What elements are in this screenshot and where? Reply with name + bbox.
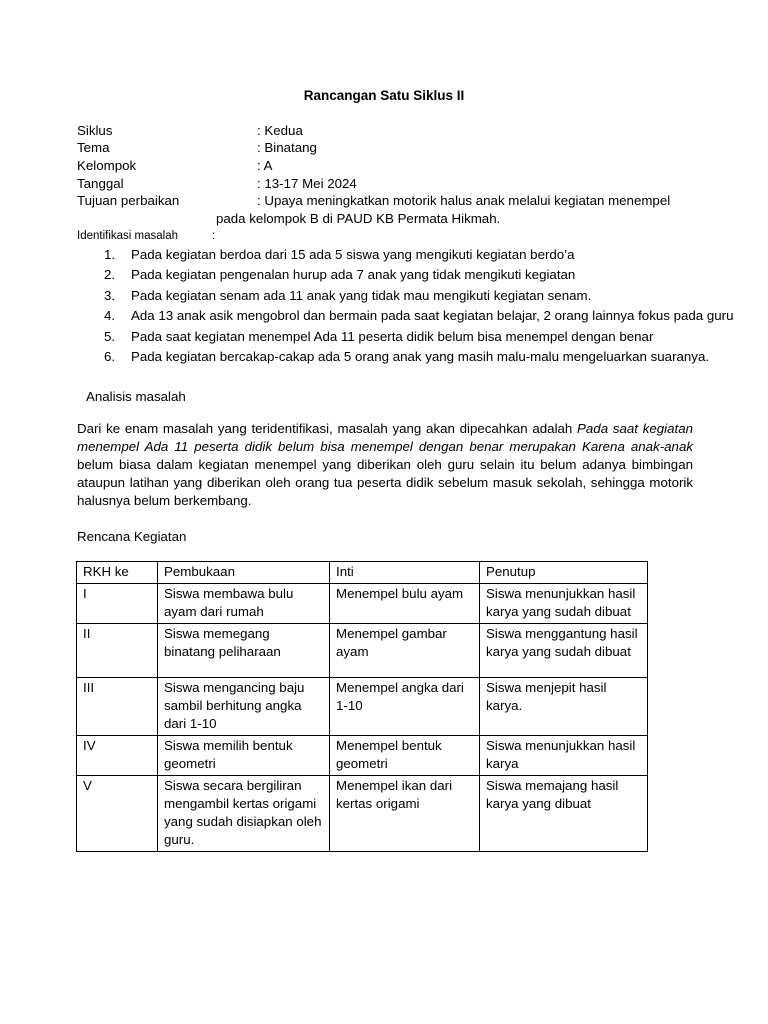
table-row xyxy=(77,736,648,776)
table-row xyxy=(77,584,648,624)
list-number: 3. xyxy=(104,287,116,303)
identifikasi-colon: : xyxy=(212,230,216,242)
field-value: : Kedua xyxy=(257,123,303,138)
list-item xyxy=(104,306,733,326)
table-header-row xyxy=(77,562,648,584)
analisis-text-end: belum biasa dalam kegiatan menempel yang diberikan oleh guru selain itu belum adanya bimbingan ataupun latihan yang diberikan oleh orang tua peserta didik sebelum masuk sekolah, sehingga motorik halusnya belum berkembang. xyxy=(77,457,693,508)
table-cell: Siswa mengancing baju sambil berhitung angka dari 1-10 xyxy=(158,678,330,736)
document-title: Rancangan Satu Siklus II xyxy=(303,88,465,103)
problem-list xyxy=(104,245,733,367)
analisis-text-start: Dari ke enam masalah yang teridentifikasi, masalah yang akan dipecahkan adalah xyxy=(77,421,578,436)
field-value: : 13-17 Mei 2024 xyxy=(257,176,357,191)
field-label: Tanggal xyxy=(77,176,124,191)
list-text: Pada kegiatan senam ada 11 anak yang tidak mau mengikuti kegiatan senam. xyxy=(131,287,592,303)
tujuan-continuation: pada kelompok B di PAUD KB Permata Hikmah. xyxy=(216,211,501,226)
field-label: Kelompok xyxy=(77,158,137,173)
column-header: RKH ke xyxy=(77,562,158,584)
field-label: Siklus xyxy=(77,123,113,138)
table-cell: Siswa menunjukkan hasil karya xyxy=(480,736,648,776)
list-number: 6. xyxy=(104,348,116,364)
identifikasi-label-row xyxy=(77,229,216,244)
table-cell: Siswa memilih bentuk geometri xyxy=(158,736,330,776)
list-item xyxy=(104,245,733,265)
table-cell: Siswa secara bergiliran mengambil kertas origami yang sudah disiapkan oleh guru. xyxy=(158,776,330,852)
list-number: 1. xyxy=(104,247,116,262)
field-value: : Binatang xyxy=(257,140,317,155)
table-cell: Siswa memegang binatang peliharaan xyxy=(158,624,330,678)
list-text: Pada kegiatan berdoa dari 15 ada 5 siswa yang mengikuti kegiatan berdo’a xyxy=(131,247,575,262)
list-number: 2. xyxy=(104,267,116,283)
list-text: Ada 13 anak asik mengobrol dan bermain pada saat kegiatan belajar, 2 orang lainnya fokus pada guru xyxy=(131,308,734,324)
table-cell: Siswa menggantung hasil karya yang sudah dibuat xyxy=(480,624,648,678)
list-text: Pada kegiatan bercakap-cakap ada 5 orang anak yang masih malu-malu mengeluarkan suaranya. xyxy=(131,348,710,364)
table-cell: Menempel gambar ayam xyxy=(330,624,480,678)
list-text: Pada saat kegiatan menempel Ada 11 peserta didik belum bisa menempel dengan benar xyxy=(131,328,654,344)
table-cell: I xyxy=(77,584,158,624)
analisis-text-italic: Pada saat kegiatan menempel Ada 11 peserta didik belum bisa menempel dengan benar merupakan Karena anak-anak xyxy=(77,421,693,454)
table-cell: Menempel bulu ayam xyxy=(330,584,480,624)
list-item xyxy=(104,347,733,367)
field-label: Tujuan perbaikan xyxy=(77,193,180,208)
table-cell: Siswa menjepit hasil karya. xyxy=(480,678,648,736)
field-label: Tema xyxy=(77,140,110,155)
table-row xyxy=(77,678,648,736)
table-cell: IV xyxy=(77,736,158,776)
field-value: : A xyxy=(257,158,273,173)
table-cell: II xyxy=(77,624,158,678)
column-header: Penutup xyxy=(480,562,648,584)
rencana-heading: Rencana Kegiatan xyxy=(77,529,187,544)
analisis-paragraph xyxy=(77,420,693,510)
list-text: Pada kegiatan pengenalan hurup ada 7 anak yang tidak mengikuti kegiatan xyxy=(131,267,576,283)
analisis-heading: Analisis masalah xyxy=(86,389,186,404)
list-item xyxy=(104,265,733,285)
list-number: 5. xyxy=(104,328,116,344)
list-item xyxy=(104,286,733,306)
table-cell: Menempel ikan dari kertas origami xyxy=(330,776,480,852)
table-cell: Menempel bentuk geometri xyxy=(330,736,480,776)
column-header: Pembukaan xyxy=(158,562,330,584)
table-row xyxy=(77,776,648,852)
table-cell: Siswa memajang hasil karya yang dibuat xyxy=(480,776,648,852)
field-value: : Upaya meningkatkan motorik halus anak melalui kegiatan menempel xyxy=(257,193,671,208)
table-cell: Siswa menunjukkan hasil karya yang sudah dibuat xyxy=(480,584,648,624)
list-item xyxy=(104,327,733,347)
table-cell: Menempel angka dari 1-10 xyxy=(330,678,480,736)
table-row xyxy=(77,624,648,678)
table-cell: V xyxy=(77,776,158,852)
rencana-table xyxy=(76,561,648,852)
column-header: Inti xyxy=(330,562,480,584)
identifikasi-label: Identifikasi masalah xyxy=(77,230,178,242)
table-cell: Siswa membawa bulu ayam dari rumah xyxy=(158,584,330,624)
list-number: 4. xyxy=(104,308,116,324)
table-cell: III xyxy=(77,678,158,736)
